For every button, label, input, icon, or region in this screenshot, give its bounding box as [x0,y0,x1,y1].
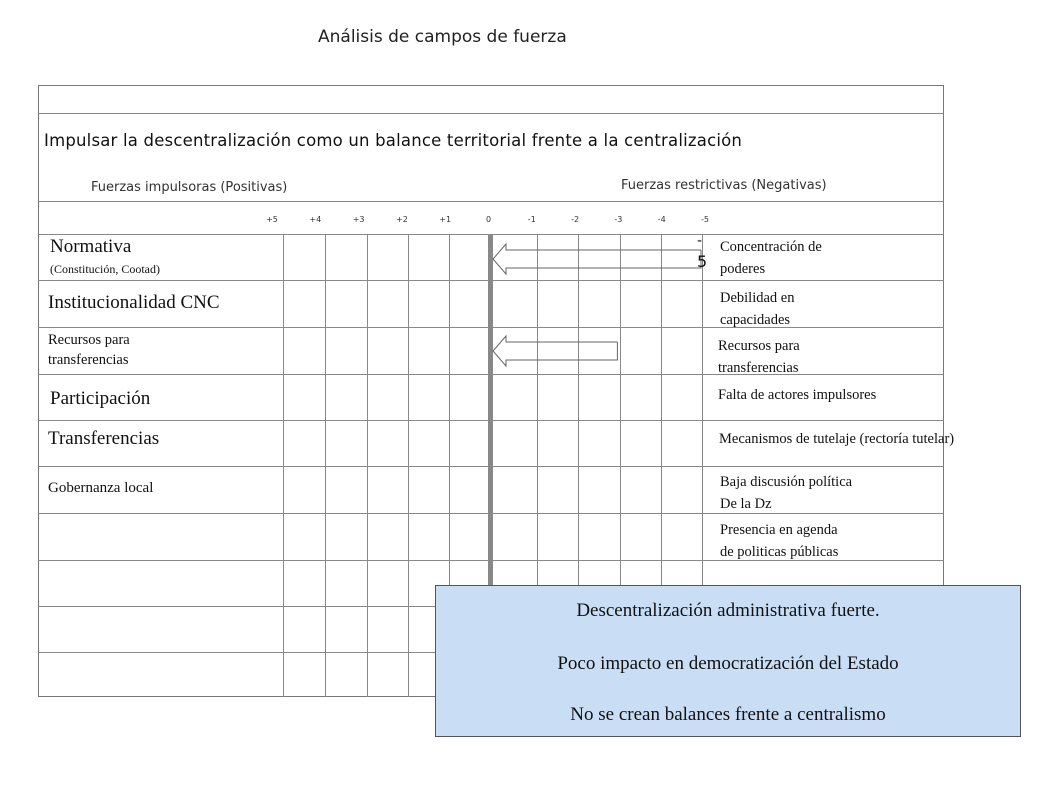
scale-tick-label: +3 [352,215,365,224]
restrictive-force-arrow [493,336,617,366]
negative-force-label: Baja discusión política De la Dz [720,474,853,512]
scale-tick-label: -1 [527,215,536,224]
scale-tick-label: -5 [701,215,709,224]
conclusion-line-1: Descentralización administrativa fuerte. [576,600,880,621]
scale-tick-label: -4 [657,215,666,224]
scale-tick-label: +5 [266,215,278,224]
stray-glyph-top: - [697,233,703,249]
conclusion-line-2: Poco impacto en democratización del Estado [557,653,899,674]
scale-tick-label: 0 [485,215,492,224]
positive-force-label: Gobernanza local [48,480,154,496]
negative-force-label: Presencia en agenda de politicas públicas [720,522,839,560]
negative-forces-header: Fuerzas restrictivas (Negativas) [621,178,827,193]
positive-force-label: Institucionalidad CNC [48,292,220,313]
positive-force-label: Recursos para transferencias [48,332,130,368]
scale-tick-label: -2 [571,215,580,224]
scale-tick-label: +4 [309,215,322,224]
positive-force-label: Transferencias [48,428,160,449]
negative-force-label: Falta de actores impulsores [718,387,877,403]
negative-force-label: Mecanismos de tutelaje (rectoría tutelar) [719,431,955,447]
negative-force-label: Concentración de poderes [720,239,822,277]
positive-force-sublabel: (Constitución, Cootad) [50,262,160,276]
positive-force-label: Normativa [50,236,132,257]
scale-tick-label: -3 [614,215,623,224]
topic-statement: Impulsar la descentralización como un balance territorial frente a la centralización [44,131,743,150]
positive-force-label: Participación [50,388,151,409]
scale-tick-label: +2 [395,215,408,224]
page-title: Análisis de campos de fuerza [318,27,567,47]
negative-force-label: Recursos para transferencias [718,338,800,376]
positive-forces-header: Fuerzas impulsoras (Positivas) [91,180,288,195]
stray-glyph-bottom: 5 [697,252,708,271]
scale-tick-label: +1 [439,215,452,224]
negative-force-label: Debilidad en capacidades [720,290,795,328]
conclusion-line-3: No se crean balances frente a centralismo [570,704,886,725]
restrictive-force-arrow [493,244,701,274]
conclusion-box [435,585,1021,737]
